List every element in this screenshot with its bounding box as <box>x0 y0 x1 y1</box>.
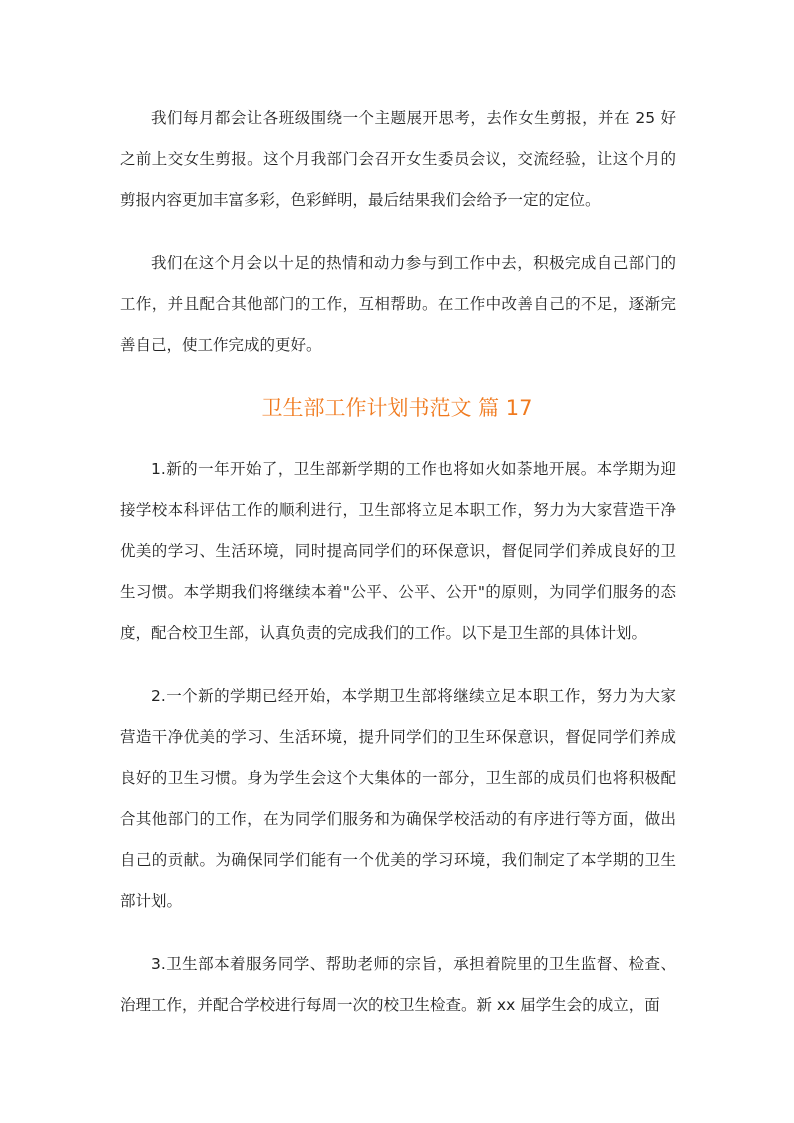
section-title: 卫生部工作计划书范文 篇 17 <box>261 396 533 420</box>
paragraph-work-enthusiasm: 我们在这个月会以十足的热情和动力参与到工作中去，积极完成自己部门的工作，并且配合其他部门的工作，互相帮助。在工作中改善自己的不足，逐渐完善自己，使工作完成的更好。 <box>120 254 676 354</box>
paragraph-plan-1: 1.新的一年开始了，卫生部新学期的工作也将如火如荼地开展。本学期为迎接学校本科评估工作的顺利进行，卫生部将立足本职工作，努力为大家营造干净优美的学习、生活环境，同时提高同学们的环保意识，督促同学们养成良好的卫生习惯。本学期我们将继续本着"公平、公平、公开"的原则，为同学们服务的态度，配合校卫生部，认真负责的完成我们的工作。以下是卫生部的具体计划。 <box>120 460 676 642</box>
paragraph-plan-2: 2.一个新的学期已经开始，本学期卫生部将继续立足本职工作，努力为大家营造干净优美的学习、生活环境，提升同学们的卫生环保意识，督促同学们养成良好的卫生习惯。身为学生会这个大集体的一部分，卫生部的成员们也将积极配合其他部门的工作，在为同学们服务和为确保学校活动的有序进行等方面，做出自己的贡献。为确保同学们能有一个优美的学习环境，我们制定了本学期的卫生部计划。 <box>120 687 676 910</box>
paragraph-girls-clippings: 我们每月都会让各班级围绕一个主题展开思考，去作女生剪报，并在 25 好之前上交女生剪报。这个月我部门会召开女生委员会议，交流经验，让这个月的剪报内容更加丰富多彩，色彩鲜明，最后结果我们会给予一定的定位。 <box>120 109 676 209</box>
paragraph-plan-3: 3.卫生部本着服务同学、帮助老师的宗旨，承担着院里的卫生监督、检查、治理工作，并配合学校进行每周一次的校卫生检查。新 xx 届学生会的成立，面 <box>120 955 676 1014</box>
